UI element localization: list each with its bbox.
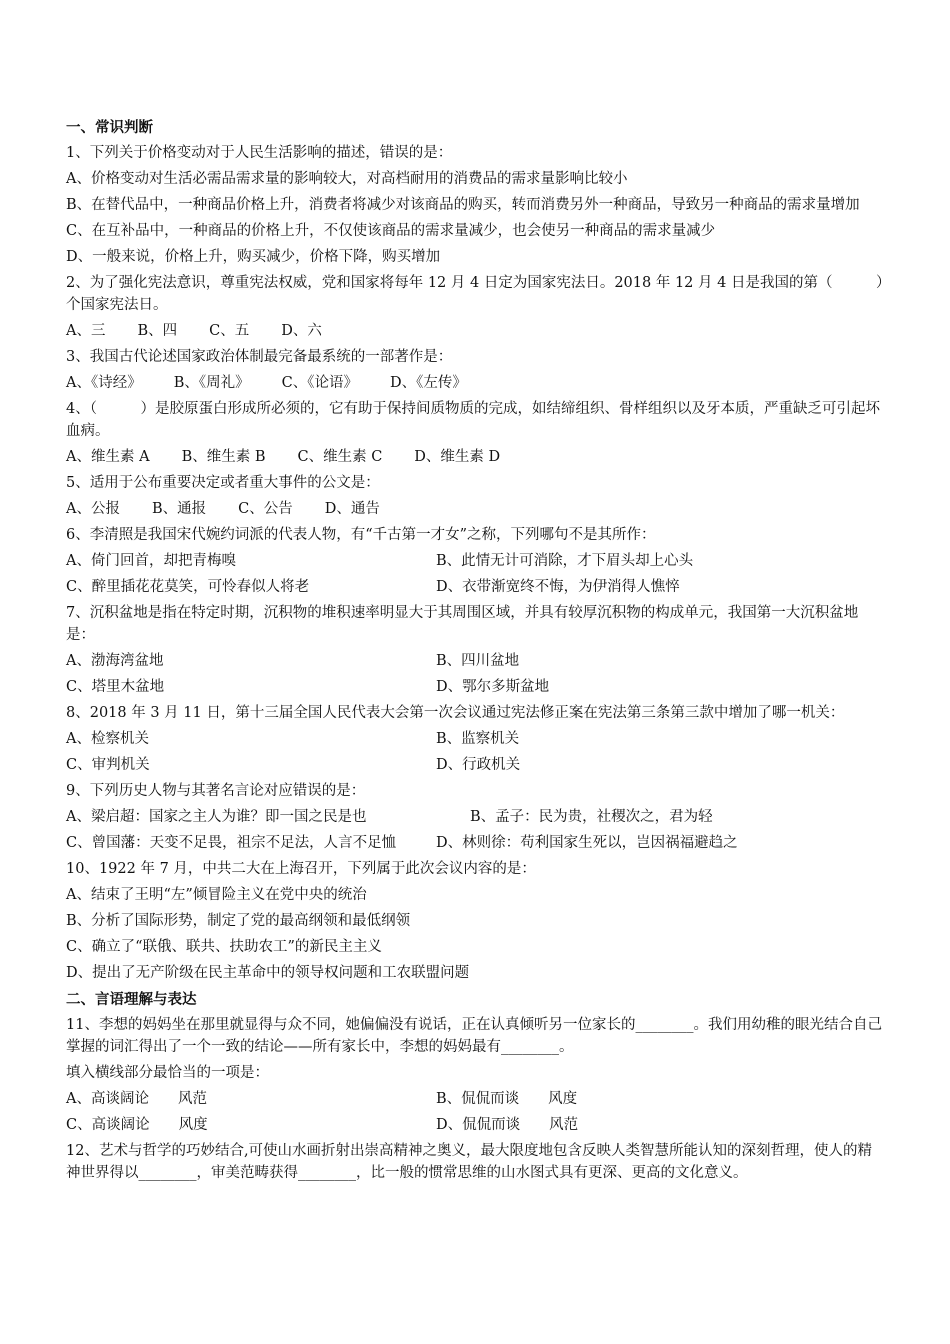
question-7-option-b: B、四川盆地	[436, 653, 520, 669]
question-8-options-row-1	[66, 728, 886, 750]
question-4-options	[66, 446, 886, 468]
question-7-option-a: A、渤海湾盆地	[66, 653, 164, 669]
question-5-options	[66, 498, 886, 520]
question-1-option-c: C、在互补品中，一种商品的价格上升，不仅使该商品的需求量减少，也会使另一种商品的需求量减少	[66, 223, 716, 239]
question-10-option-d: D、提出了无产阶级在民主革命中的领导权问题和工农联盟问题	[66, 965, 470, 981]
question-1-option-b: B、在替代品中，一种商品价格上升，消费者将减少对该商品的购买，转而消费另外一种商品，导致另一种商品的需求量增加	[66, 197, 860, 213]
question-6-options-row-2	[66, 576, 886, 598]
question-3-option-d: D、《左传》	[390, 375, 467, 391]
question-11-option-b: B、侃侃而谈 风度	[436, 1091, 578, 1107]
question-5-option-a: A、公报	[66, 501, 120, 517]
question-7-option-d: D、鄂尔多斯盆地	[436, 679, 550, 695]
question-11-options-row-2	[66, 1114, 886, 1136]
question-2-option-a: A、三	[66, 323, 106, 339]
exam-page	[66, 116, 886, 1188]
question-6-option-d: D、衣带渐宽终不悔，为伊消得人憔悴	[436, 579, 680, 595]
question-9-option-d: D、林则徐：苟利国家生死以，岂因祸福避趋之	[436, 835, 738, 851]
question-3-option-a: A、《诗经》	[66, 375, 142, 391]
question-1-stem: 1、下列关于价格变动对于人民生活影响的描述，错误的是：	[66, 145, 453, 161]
question-2-options	[66, 320, 886, 342]
question-8-options-row-2	[66, 754, 886, 776]
question-8-stem: 8、2018 年 3 月 11 日，第十三届全国人民代表大会第一次会议通过宪法修正案在宪法第三条第三款中增加了哪一机关：	[66, 705, 845, 721]
question-3-options	[66, 372, 886, 394]
question-6-option-b: B、此情无计可消除，才下眉头却上心头	[436, 553, 694, 569]
question-4-option-a: A、维生素 A	[66, 449, 150, 465]
question-2-stem: 2、为了强化宪法意识，尊重宪法权威，党和国家将每年 12 月 4 日定为国家宪法日。2018 年 12 月 4 日是我国的第（ ）个国家宪法日。	[66, 275, 884, 313]
question-8-option-b: B、监察机关	[436, 731, 520, 747]
question-7-option-c: C、塔里木盆地	[66, 679, 165, 695]
question-11-option-d: D、侃侃而谈 风范	[436, 1117, 579, 1133]
question-7-options-row-2	[66, 676, 886, 698]
question-7-stem: 7、沉积盆地是指在特定时期，沉积物的堆积速率明显大于其周围区域，并具有较厚沉积物的构成单元，我国第一大沉积盆地是：	[66, 605, 859, 643]
question-2-option-c: C、五	[209, 323, 250, 339]
question-8-option-c: C、审判机关	[66, 757, 150, 773]
question-9-option-c: C、曾国藩：天变不足畏，祖宗不足法，人言不足恤	[66, 835, 397, 851]
question-11-stem: 11、李想的妈妈坐在那里就显得与众不同，她偏偏没有说话，正在认真倾听另一位家长的________。我们用幼稚的眼光结合自己掌握的词汇得出了一个一致的结论——所有家长中，李想的妈妈最有________。	[66, 1017, 882, 1055]
question-9-option-b: B、孟子：民为贵，社稷次之，君为轻	[470, 809, 713, 825]
question-10-option-a: A、结束了王明“左”倾冒险主义在党中央的统治	[66, 887, 367, 903]
question-9-options-row-1	[66, 806, 886, 828]
section-heading-general-knowledge: 一、常识判断	[66, 120, 153, 136]
question-1-option-d: D、一般来说，价格上升，购买减少，价格下降，购买增加	[66, 249, 441, 265]
question-6-stem: 6、李清照是我国宋代婉约词派的代表人物，有“千古第一才女”之称，下列哪句不是其所作：	[66, 527, 656, 543]
section-heading-verbal: 二、言语理解与表达	[66, 992, 197, 1008]
question-9-stem: 9、下列历史人物与其著名言论对应错误的是：	[66, 783, 366, 799]
question-2-option-b: B、四	[137, 323, 178, 339]
question-6-options-row-1	[66, 550, 886, 572]
question-9-option-a: A、梁启超：国家之主人为谁？即一国之民是也	[66, 809, 367, 825]
question-3-option-b: B、《周礼》	[173, 375, 250, 391]
question-10-option-b: B、分析了国际形势，制定了党的最高纲领和最低纲领	[66, 913, 411, 929]
question-3-stem: 3、我国古代论述国家政治体制最完备最系统的一部著作是：	[66, 349, 453, 365]
question-10-stem: 10、1922 年 7 月，中共二大在上海召开，下列属于此次会议内容的是：	[66, 861, 536, 877]
question-4-option-d: D、维生素 D	[414, 449, 501, 465]
question-4-option-c: C、维生素 C	[297, 449, 383, 465]
question-3-option-c: C、《论语》	[281, 375, 358, 391]
question-8-option-a: A、检察机关	[66, 731, 149, 747]
question-10-option-c: C、确立了“联俄、联共、扶助农工”的新民主主义	[66, 939, 382, 955]
question-5-option-d: D、通告	[324, 501, 380, 517]
question-6-option-a: A、倚门回首，却把青梅嗅	[66, 553, 236, 569]
question-7-options-row-1	[66, 650, 886, 672]
question-5-option-c: C、公告	[238, 501, 293, 517]
question-9-options-row-2	[66, 832, 886, 854]
question-8-option-d: D、行政机关	[436, 757, 521, 773]
question-5-stem: 5、适用于公布重要决定或者重大事件的公文是：	[66, 475, 380, 491]
question-4-option-b: B、维生素 B	[181, 449, 266, 465]
question-11-option-a: A、高谈阔论 风范	[66, 1091, 207, 1107]
question-2-option-d: D、六	[281, 323, 322, 339]
question-12-stem: 12、艺术与哲学的巧妙结合,可使山水画折射出崇高精神之奥义，最大限度地包含反映人类智慧所能认知的深刻哲理，使人的精神世界得以________，审美范畴获得________，比一般的惯常思维的山水图式具有更深、更高的文化意义。	[66, 1143, 873, 1181]
question-11-option-c: C、高谈阔论 风度	[66, 1117, 208, 1133]
question-11-prompt: 填入横线部分最恰当的一项是：	[66, 1065, 269, 1081]
question-1-option-a: A、价格变动对生活必需品需求量的影响较大，对高档耐用的消费品的需求量影响比较小	[66, 171, 628, 187]
question-11-options-row-1	[66, 1088, 886, 1110]
question-5-option-b: B、通报	[151, 501, 207, 517]
question-4-stem: 4、（ ）是胶原蛋白形成所必须的，它有助于保持间质物质的完成，如结缔组织、骨样组织以及牙本质，严重缺乏可引起坏血病。	[66, 401, 880, 439]
question-6-option-c: C、醉里插花花莫笑，可怜春似人将老	[66, 579, 310, 595]
